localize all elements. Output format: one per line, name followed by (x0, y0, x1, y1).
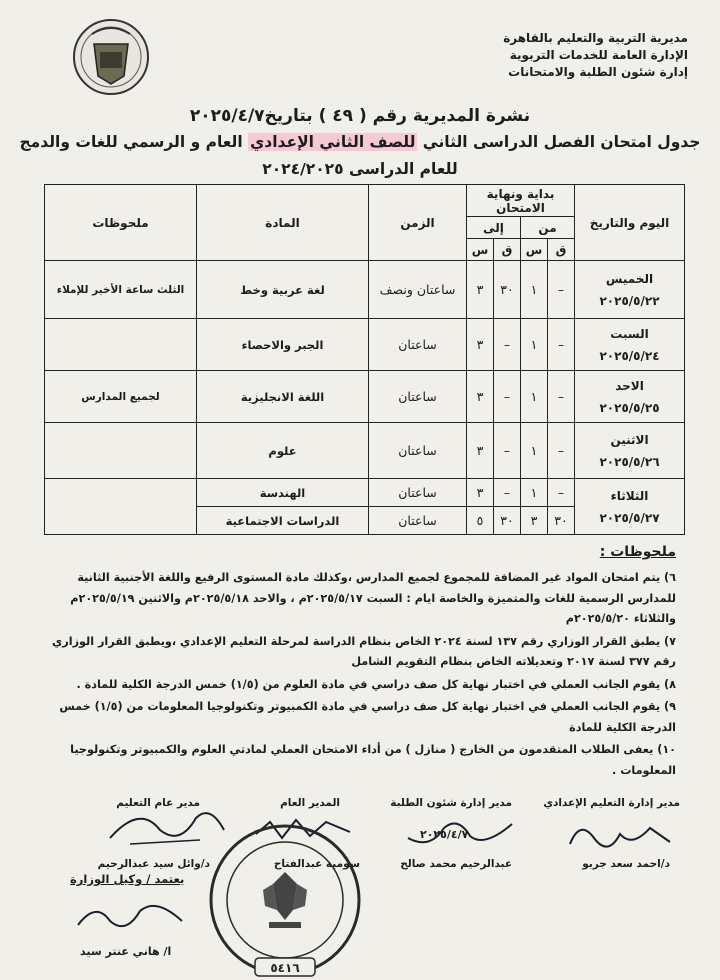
from-q-cell: – (548, 261, 575, 319)
from-s-cell: ١ (521, 319, 548, 371)
day-date-cell (575, 371, 685, 423)
signer-name: د/احمد سعد جربو (582, 858, 670, 870)
note-cell (45, 319, 197, 371)
subject-cell: الدراسات الاجتماعية (197, 507, 369, 535)
table-row (45, 423, 685, 479)
subject-cell: اللغة الانجليزية (197, 371, 369, 423)
title-highlight: للصف الثاني الإعدادي (250, 133, 416, 151)
header-notes: ملحوظات (45, 185, 197, 261)
header-duration: الزمن (369, 185, 467, 261)
header-day-date: اليوم والتاريخ (575, 185, 685, 261)
approver-name: ا/ هاني عنتر سيد (80, 945, 172, 958)
note-cell (45, 479, 197, 535)
academic-year: للعام الدراسى ٢٠٢٤/٢٠٢٥ (262, 160, 458, 178)
to-q-cell: ٣٠ (494, 261, 521, 319)
from-q-cell: ٣٠ (548, 507, 575, 535)
subject-cell: الهندسة (197, 479, 369, 507)
note-item: ١٠) يعفى الطلاب المتقدمون من الخارج ( منازل ) من أداء الامتحان العملي لمادتي العلوم والكمبيوتر وتكنولوجيا المعلومات . (70, 743, 676, 777)
note-item: ٨) يقوم الجانب العملي في اختبار نهاية كل صف دراسي في مادة العلوم من (١/٥) خمس الدرجة الكلية للمادة . (76, 677, 676, 691)
note-cell (45, 423, 197, 479)
to-q-cell: – (494, 319, 521, 371)
bulletin-number: نشرة المديرية رقم ( ٤٩ ) بتاريخ٢٠٢٥/٤/٧ (189, 106, 531, 126)
note-item: ٦) يتم امتحان المواد غير المضافة للمجموع لجميع المدارس ،وكذلك مادة المستوى الرفيع واللغة الأجنبية الثانية للمدارس الرسمية للغات والمتميزة والخاصة ايام : السبت ٢٠٢٥/٥/١٧م ، والاحد ٢٠٢٥/٥/١٨م والاثنين ٢٠٢٥/٥/١٩م والثلاثاء ٢٠٢٥/٥/٢٠م (70, 571, 676, 625)
day-date-cell (575, 479, 685, 535)
official-seal-icon (205, 820, 365, 980)
header-from-s: س (521, 239, 548, 261)
seal-number: ٥٤١٦ (270, 961, 300, 975)
from-q-cell: – (548, 319, 575, 371)
signature-scribble-icon (70, 895, 190, 939)
note-cell: الثلث ساعة الأخير للإملاء (45, 261, 197, 319)
from-s-cell: ٣ (521, 507, 548, 535)
from-s-cell: ١ (521, 261, 548, 319)
duration-cell: ساعتان ونصف (369, 261, 467, 319)
from-s-cell: ١ (521, 479, 548, 507)
duration-cell: ساعتان (369, 479, 467, 507)
exam-date: ٢٠٢٥/٥/٢٢ (599, 293, 660, 308)
notes-list (36, 568, 676, 783)
signer-title: المدير العام (280, 797, 340, 809)
subject-cell: الجبر والاحصاء (197, 319, 369, 371)
notes-title: ملحوظات : (599, 544, 676, 560)
header-to: إلى (467, 217, 521, 239)
title-pre: جدول امتحان الفصل الدراسى الثاني (417, 133, 701, 151)
day-name: الثلاثاء (610, 488, 649, 503)
note-item: ٩) يقوم الجانب العملي في اختبار نهاية كل صف دراسي في مادة الكمبيوتر وتكنولوجيا المعلومات من (١/٥) خمس الدرجة الكلية للمادة (59, 700, 676, 734)
from-q-cell: – (548, 423, 575, 479)
to-q-cell: – (494, 479, 521, 507)
day-date-cell (575, 319, 685, 371)
table-row (45, 479, 685, 507)
header-to-q: ق (494, 239, 521, 261)
from-q-cell: – (548, 371, 575, 423)
to-q-cell: ٣٠ (494, 507, 521, 535)
signature-scribble-icon (560, 814, 680, 858)
header-subject: المادة (197, 185, 369, 261)
note-item: ٧) يطبق القرار الوزاري رقم ١٣٧ لسنة ٢٠٢٤ الخاص بنظام الدراسة لمرحلة التعليم الإعدادي ،ويطبق القرار الوزاري رقم ٣٧٧ لسنة ٢٠١٧ وتعديلاته الخاص بنظام التقويم الشامل (52, 634, 676, 668)
org-line: الإدارة العامة للخدمات التربوية (509, 48, 688, 62)
to-s-cell: ٣ (467, 423, 494, 479)
from-s-cell: ١ (521, 371, 548, 423)
signer-name: سومية عبدالفتاح (273, 858, 360, 870)
exam-date: ٢٠٢٥/٥/٢٦ (599, 454, 660, 469)
exam-schedule-table (44, 184, 685, 535)
table-row (45, 319, 685, 371)
signer-title: مدير إدارة شئون الطلبة (390, 797, 512, 809)
exam-date: ٢٠٢٥/٥/٢٥ (599, 400, 660, 415)
from-q-cell: – (548, 479, 575, 507)
to-s-cell: ٣ (467, 479, 494, 507)
day-name: الاحد (615, 378, 644, 393)
note-cell: لجميع المدارس (45, 371, 197, 423)
to-s-cell: ٣ (467, 371, 494, 423)
title-post: العام و الرسمي للغات والدمج (19, 133, 249, 151)
duration-cell: ساعتان (369, 371, 467, 423)
header-from: من (521, 217, 575, 239)
to-s-cell: ٥ (467, 507, 494, 535)
directorate-logo-icon (72, 14, 150, 100)
day-date-cell (575, 261, 685, 319)
to-s-cell: ٣ (467, 261, 494, 319)
header-from-q: ق (548, 239, 575, 261)
organization-header (448, 30, 688, 81)
to-q-cell: – (494, 371, 521, 423)
duration-cell: ساعتان (369, 423, 467, 479)
handwritten-date: ٢٠٢٥/٤/٧ (420, 828, 469, 841)
duration-cell: ساعتان (369, 319, 467, 371)
header-start-end: بداية ونهاية الامتحان (467, 185, 575, 217)
day-name: السبت (610, 326, 649, 341)
to-s-cell: ٣ (467, 319, 494, 371)
signer-name: عبدالرحيم محمد صالح (400, 858, 512, 870)
exam-date: ٢٠٢٥/٥/٢٧ (599, 510, 660, 525)
table-row (45, 371, 685, 423)
header-to-s: س (467, 239, 494, 261)
signer-title: مدير إدارة التعليم الإعدادي (543, 797, 680, 809)
from-s-cell: ١ (521, 423, 548, 479)
to-q-cell: – (494, 423, 521, 479)
exam-date: ٢٠٢٥/٥/٢٤ (599, 348, 660, 363)
subject-cell: لغة عربية وخط (197, 261, 369, 319)
table-row (45, 261, 685, 319)
subject-cell: علوم (197, 423, 369, 479)
approval-label: يعتمد / وكيل الوزارة (70, 872, 185, 886)
day-name: الخميس (605, 271, 654, 286)
schedule-title (0, 133, 720, 151)
signer-title: مدير عام التعليم (116, 797, 200, 809)
day-name: الاثنين (610, 432, 649, 447)
day-date-cell (575, 423, 685, 479)
duration-cell: ساعتان (369, 507, 467, 535)
org-line: مديرية التربية والتعليم بالقاهرة (503, 31, 688, 45)
signer-name: د/وائل سيد عبدالرحيم (97, 858, 210, 870)
org-line: إدارة شئون الطلبة والامتحانات (508, 65, 688, 79)
